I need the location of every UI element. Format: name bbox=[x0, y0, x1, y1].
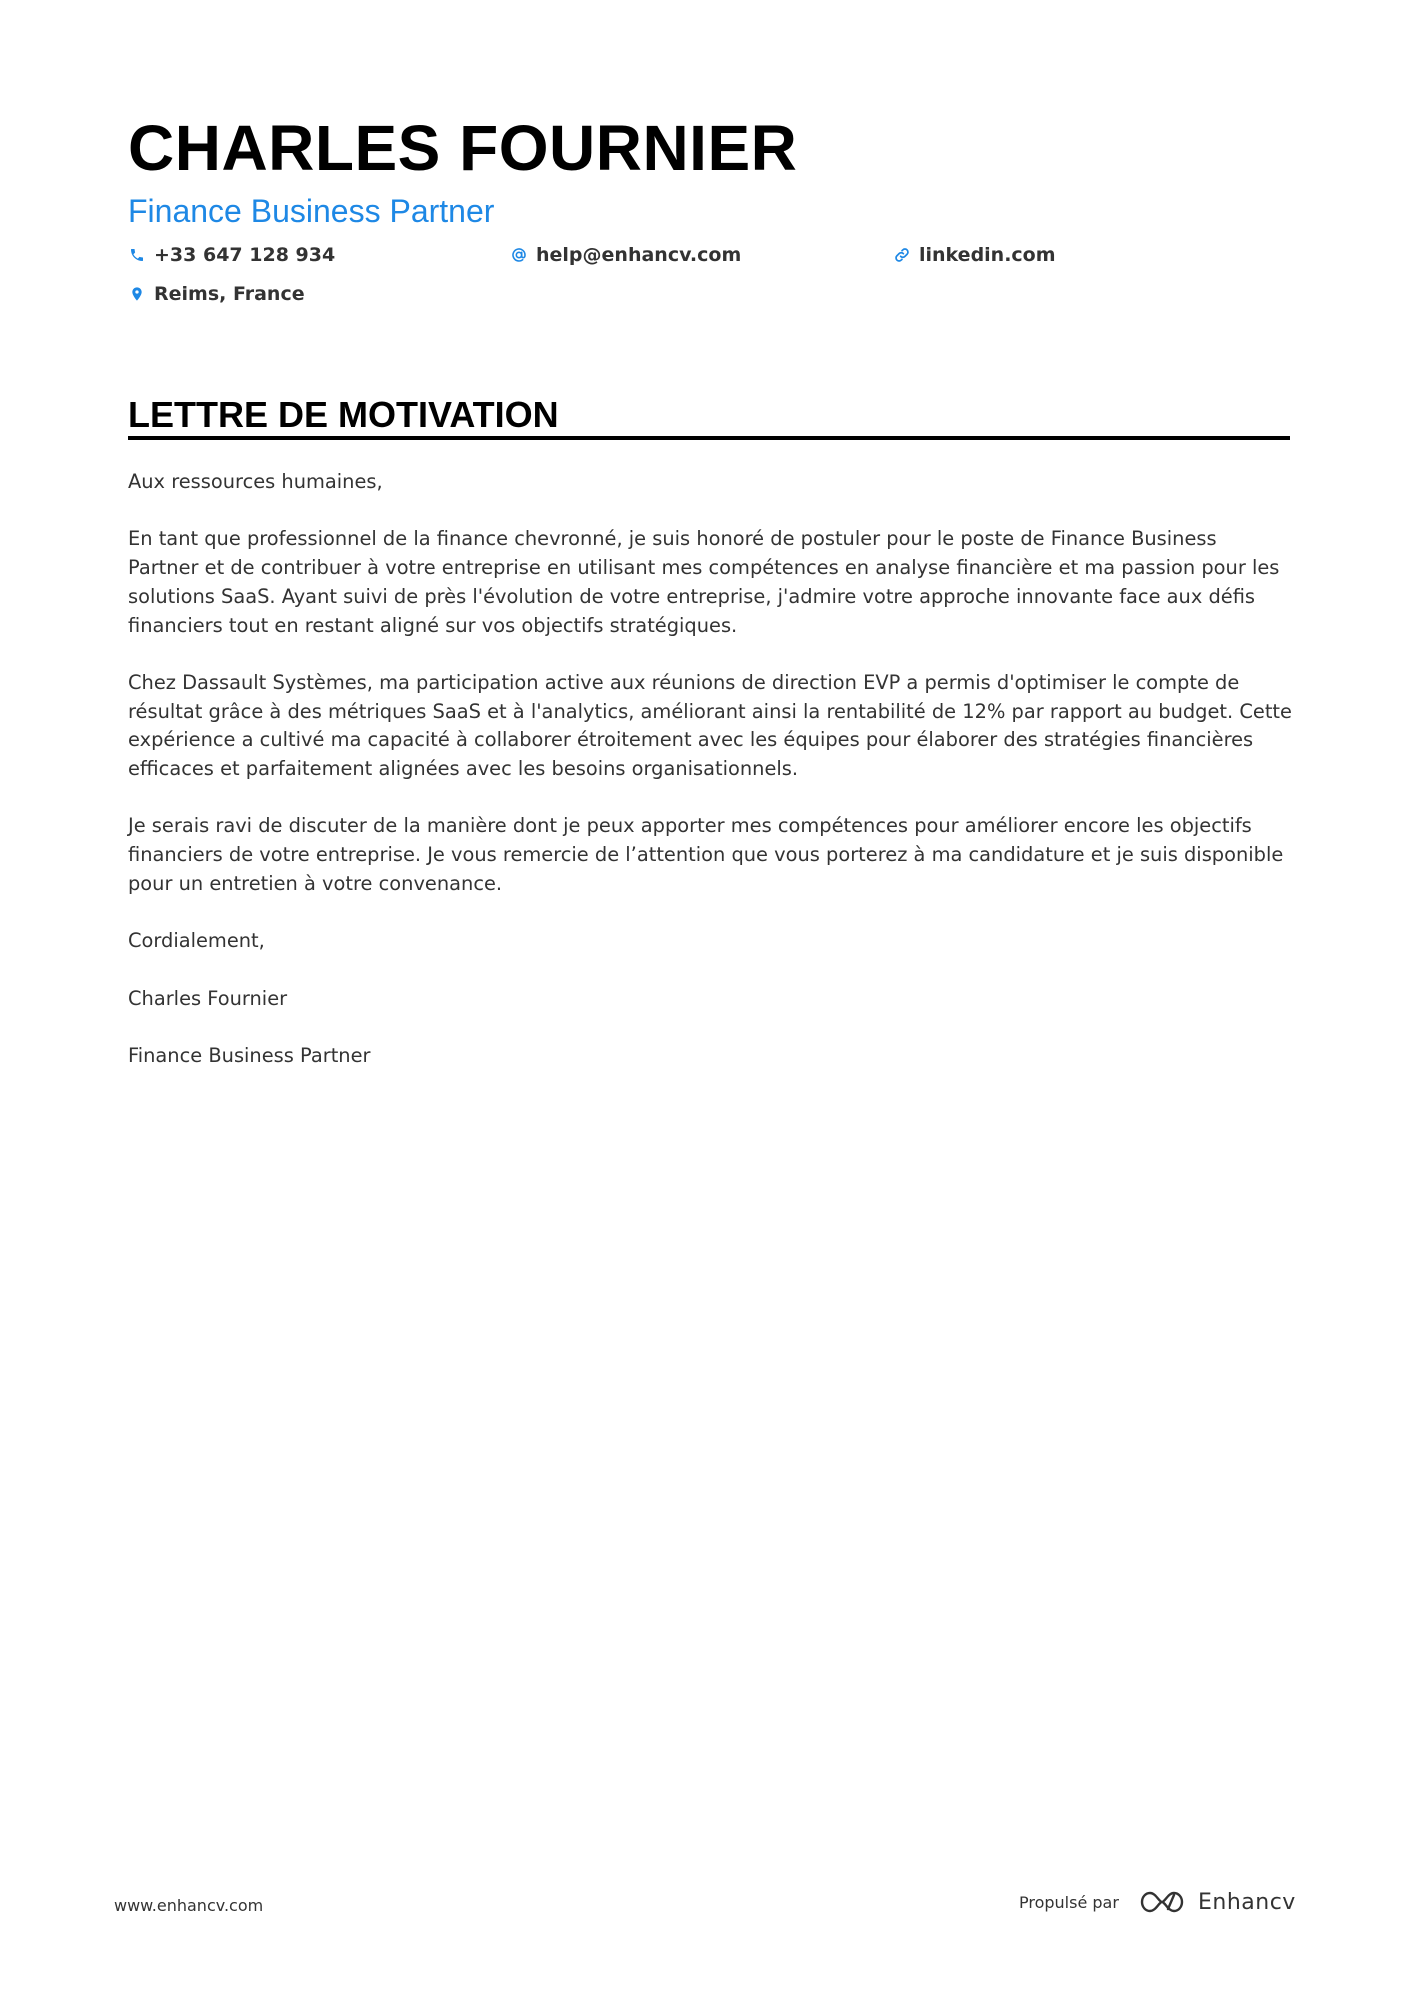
enhancv-logo-icon bbox=[1138, 1887, 1186, 1917]
section-title: LETTRE DE MOTIVATION bbox=[128, 394, 559, 435]
letter-paragraph-1: En tant que professionnel de la finance chevronné, je suis honoré de postuler pour le poste de Finance Business Partner et de contribuer à votre entreprise en utilisant mes compétences en analyse financière et ma passion pour les solutions SaaS. Ayant suivi de près l'évolution de votre entreprise, j'admire votre approche innovante face aux défis financiers tout en restant aligné sur vos objectifs stratégiques. bbox=[128, 527, 1280, 637]
link-icon bbox=[893, 246, 911, 264]
linkedin-text[interactable]: linkedin.com bbox=[919, 244, 1056, 266]
candidate-name: CHARLES FOURNIER bbox=[128, 112, 798, 184]
brand-name: Enhancv bbox=[1198, 1889, 1296, 1915]
contact-location bbox=[128, 281, 305, 307]
signature-name: Charles Fournier bbox=[128, 986, 288, 1010]
letter-body bbox=[128, 468, 1292, 1099]
candidate-role: Finance Business Partner bbox=[128, 193, 495, 229]
letter-paragraph-3: Je serais ravi de discuter de la manière dont je peux apporter mes compétences pour améliorer encore les objectifs financiers de votre entreprise. Je vous remercie de l’attention que vous porterez à ma candidature et je suis disponible pour un entretien à votre convenance. bbox=[128, 814, 1284, 895]
contact-linkedin[interactable] bbox=[893, 242, 1056, 268]
signature-title: Finance Business Partner bbox=[128, 1043, 371, 1067]
contact-email[interactable] bbox=[510, 242, 741, 268]
email-text[interactable]: help@enhancv.com bbox=[536, 244, 742, 266]
letter-paragraph-2: Chez Dassault Systèmes, ma participation active aux réunions de direction EVP a permis d'optimiser le compte de résultat grâce à des métriques SaaS et à l'analytics, améliorant ainsi la rentabilité de 12% par rapport au budget. Cette expérience a cultivé ma capacité à collaborer étroitement avec les équipes pour élaborer des stratégies financières efficaces et parfaitement alignées avec les besoins organisationnels. bbox=[128, 670, 1292, 780]
letter-greeting: Aux ressources humaines, bbox=[128, 470, 383, 493]
letter-closing: Cordialement, bbox=[128, 929, 265, 953]
location-pin-icon bbox=[128, 285, 146, 303]
phone-text: +33 647 128 934 bbox=[154, 244, 336, 266]
location-text: Reims, France bbox=[154, 283, 305, 305]
phone-icon bbox=[128, 246, 146, 264]
brand-logo[interactable] bbox=[1138, 1887, 1296, 1917]
powered-by-label: Propulsé par bbox=[1019, 1893, 1119, 1912]
at-icon bbox=[510, 246, 528, 264]
contact-phone bbox=[128, 242, 335, 268]
section-divider bbox=[128, 436, 1290, 440]
footer-url[interactable]: www.enhancv.com bbox=[114, 1896, 264, 1915]
